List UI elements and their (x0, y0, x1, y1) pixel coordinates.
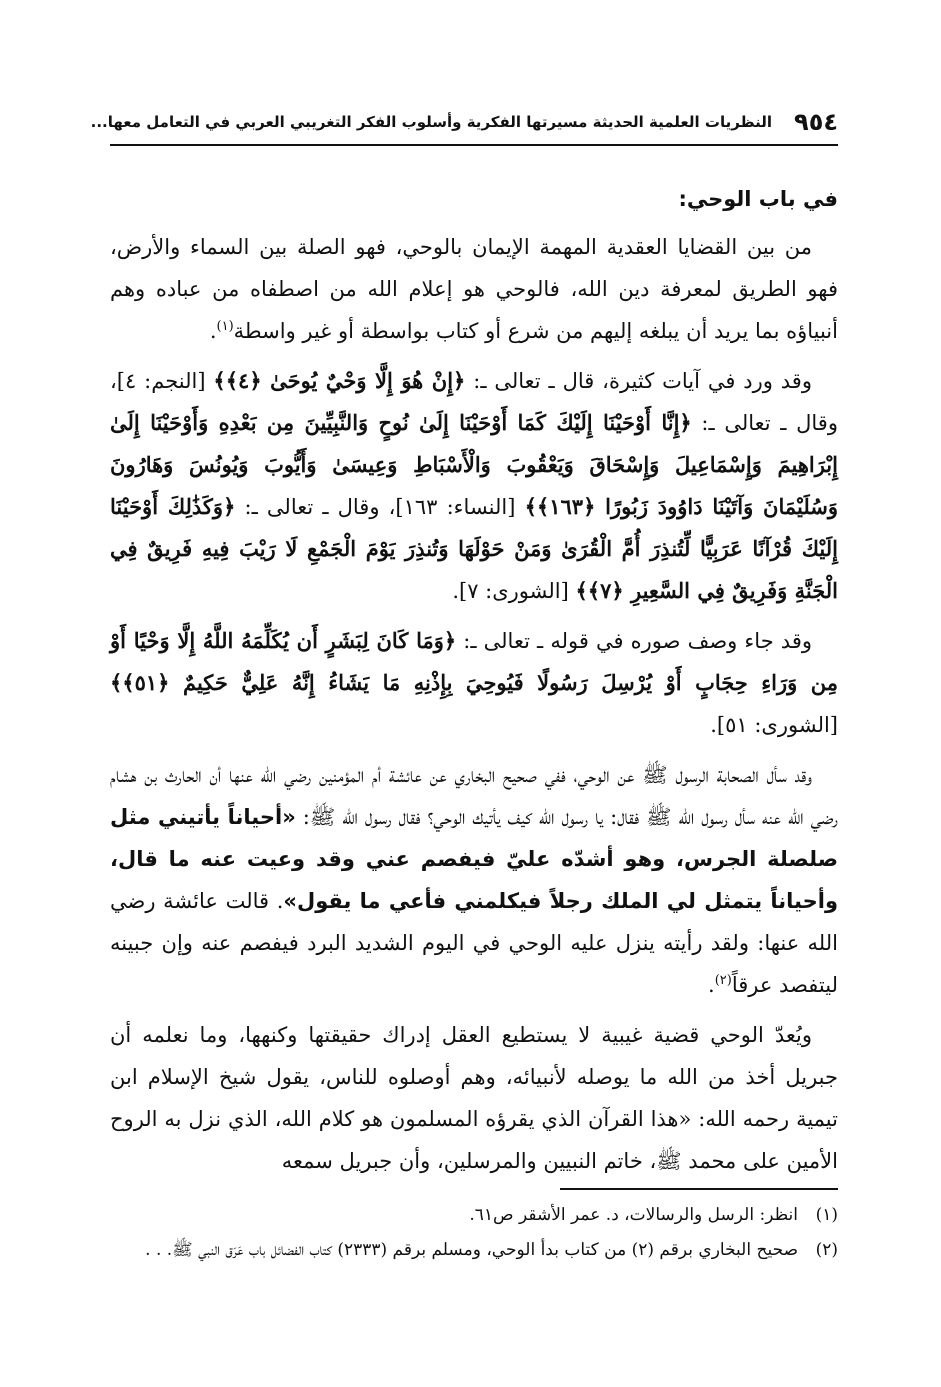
quran-verse-shura-7: ﴿وَكَذَٰلِكَ أَوْحَيْنَا إِلَيْكَ قُرْآنًا عَرَبِيًّا لِّتُنذِرَ أُمَّ الْقُرَىٰ وَمَنْ حَوْلَهَا وَتُنذِرَ يَوْمَ الْجَمْعِ لَا رَيْبَ فِيهِ فَرِيقٌ فِي الْجَنَّةِ وَفَرِيقٌ فِي السَّعِيرِ ﴿٧﴾﴾ (110, 494, 838, 603)
quran-verse-najm: ﴿إِنْ هُوَ إِلَّا وَحْيٌ يُوحَىٰ ﴿٤﴾﴾ (213, 368, 466, 393)
page-number: ٩٥٤ (794, 108, 838, 136)
paragraph-4-text-b: . قالت عائشة رضي الله عنها: ولقد رأيته ينزل عليه الوحي في اليوم الشديد البرد فيفصم عنه وإن جبينه ليتفصد عرقاً (110, 889, 838, 997)
paragraph-1-end: . (209, 319, 217, 343)
paragraph-2-text-a: وقد ورد في آيات كثيرة، قال ـ تعالى ـ: (465, 369, 812, 393)
footnote-1-number: (١) (815, 1205, 838, 1225)
footnote-ref-2: (٢) (714, 973, 732, 988)
quran-verse-nisa: ﴿إِنَّا أَوْحَيْنَا إِلَيْكَ كَمَا أَوْحَيْنَا إِلَىٰ نُوحٍ وَالنَّبِيِّينَ مِن بَعْدِهِ وَأَوْحَيْنَا إِلَىٰ إِبْرَاهِيمَ وَإِسْمَاعِيلَ وَإِسْحَاقَ وَيَعْقُوبَ وَالْأَسْبَاطِ وَعِيسَىٰ وَأَيُّوبَ وَيُونُسَ وَهَارُونَ وَسُلَيْمَانَ وَآتَيْنَا دَاوُودَ زَبُورًا ﴿١٦٣﴾﴾ (110, 410, 839, 519)
footnote-ref-1: (١) (216, 319, 234, 334)
footnotes (110, 1200, 838, 1270)
page-header (90, 100, 838, 146)
paragraph-3-text-a: وقد جاء وصف صوره في قوله ـ تعالى ـ: (456, 629, 813, 653)
paragraph-4-end: . (708, 973, 715, 997)
paragraph-1 (110, 226, 838, 352)
footnote-1 (110, 1200, 838, 1231)
paragraph-1-text: من بين القضايا العقدية المهمة الإيمان بالوحي، فهو الصلة بين السماء والأرض، فهو الطريق لمعرفة دين الله، فالوحي هو إعلام الله من اصطفاه من عباده وهم أنبياؤه بما يريد أن يبلغه إليهم من شرع أو كتاب بواسطة أو غير واسطة (110, 235, 838, 343)
paragraph-2-text-d: [الشورى: ٧]. (452, 579, 576, 603)
footnote-2-text: صحيح البخاري برقم (٢) من كتاب بدأ الوحي، ومسلم برقم (٢٣٣٣) كتاب الفضائل باب عَرَق النبي ﷺ. . . (145, 1240, 798, 1260)
footnote-1-text: انظر: الرسل والرسالات، د. عمر الأشقر ص٦١. (469, 1205, 798, 1225)
running-title: النظريات العلمية الحديثة مسيرتها الفكرية وأسلوب الفكر التغريبي العربي في التعامل معها... (90, 113, 773, 131)
paragraph-5 (110, 1014, 838, 1182)
paragraph-4-text-a: وقد سأل الصحابة الرسول ﷺ عن الوحي، ففي صحيح البخاري عن عائشة أم المؤمنين رضي الله عنها أن الحارث بن هشام رضي الله عنه سأل رسول الله ﷺ فقال: يا رسول الله كيف يأتيك الوحي؟ فقال رسول الله ﷺ: (110, 763, 838, 829)
quran-verse-shura-51: ﴿وَمَا كَانَ لِبَشَرٍ أَن يُكَلِّمَهُ اللَّهُ إِلَّا وَحْيًا أَوْ مِن وَرَاءِ حِجَابٍ أَوْ يُرْسِلَ رَسُولًا فَيُوحِيَ بِإِذْنِهِ مَا يَشَاءُ إِنَّهُ عَلِيٌّ حَكِيمٌ ﴿٥١﴾﴾ (110, 628, 838, 695)
paragraph-3-text-b: [الشورى: ٥١]. (710, 713, 838, 737)
paragraph-5-text: ويُعدّ الوحي قضية غيبية لا يستطيع العقل إدراك حقيقتها وكنهها، وما نعلمه أن جبريل أخذ من الله ما يوصله لأنبيائه، وهم أوصلوه للناس، يقول شيخ الإسلام ابن تيمية رحمه الله: «هذا القرآن الذي يقرؤه المسلمون هو كلام الله، الذي نزل به الروح الأمين على محمد ﷺ، خاتم النبيين والمرسلين، وأن جبريل سمعه (110, 1023, 838, 1173)
footnote-2-number: (٢) (815, 1240, 838, 1260)
paragraph-2 (110, 360, 838, 612)
main-text (110, 178, 838, 1190)
paragraph-2-text-c: [النساء: ١٦٣]، وقال ـ تعالى ـ: (235, 495, 525, 519)
paragraph-4 (110, 754, 838, 1006)
paragraph-3 (110, 620, 838, 746)
footnote-2 (110, 1235, 838, 1266)
hadith-quote: «أحياناً يأتيني مثل صلصلة الجرس، وهو أشدّه عليّ فيفصم عني وقد وعيت عنه ما قال، وأحياناً يتمثل لي الملك رجلاً فيكلمني فأعي ما يقول» (110, 805, 838, 913)
footnote-separator (560, 1188, 838, 1190)
paragraph-2-text-b: [النجم: ٤]، وقال ـ تعالى ـ: (110, 369, 838, 435)
section-heading: في باب الوحي: (678, 187, 838, 211)
